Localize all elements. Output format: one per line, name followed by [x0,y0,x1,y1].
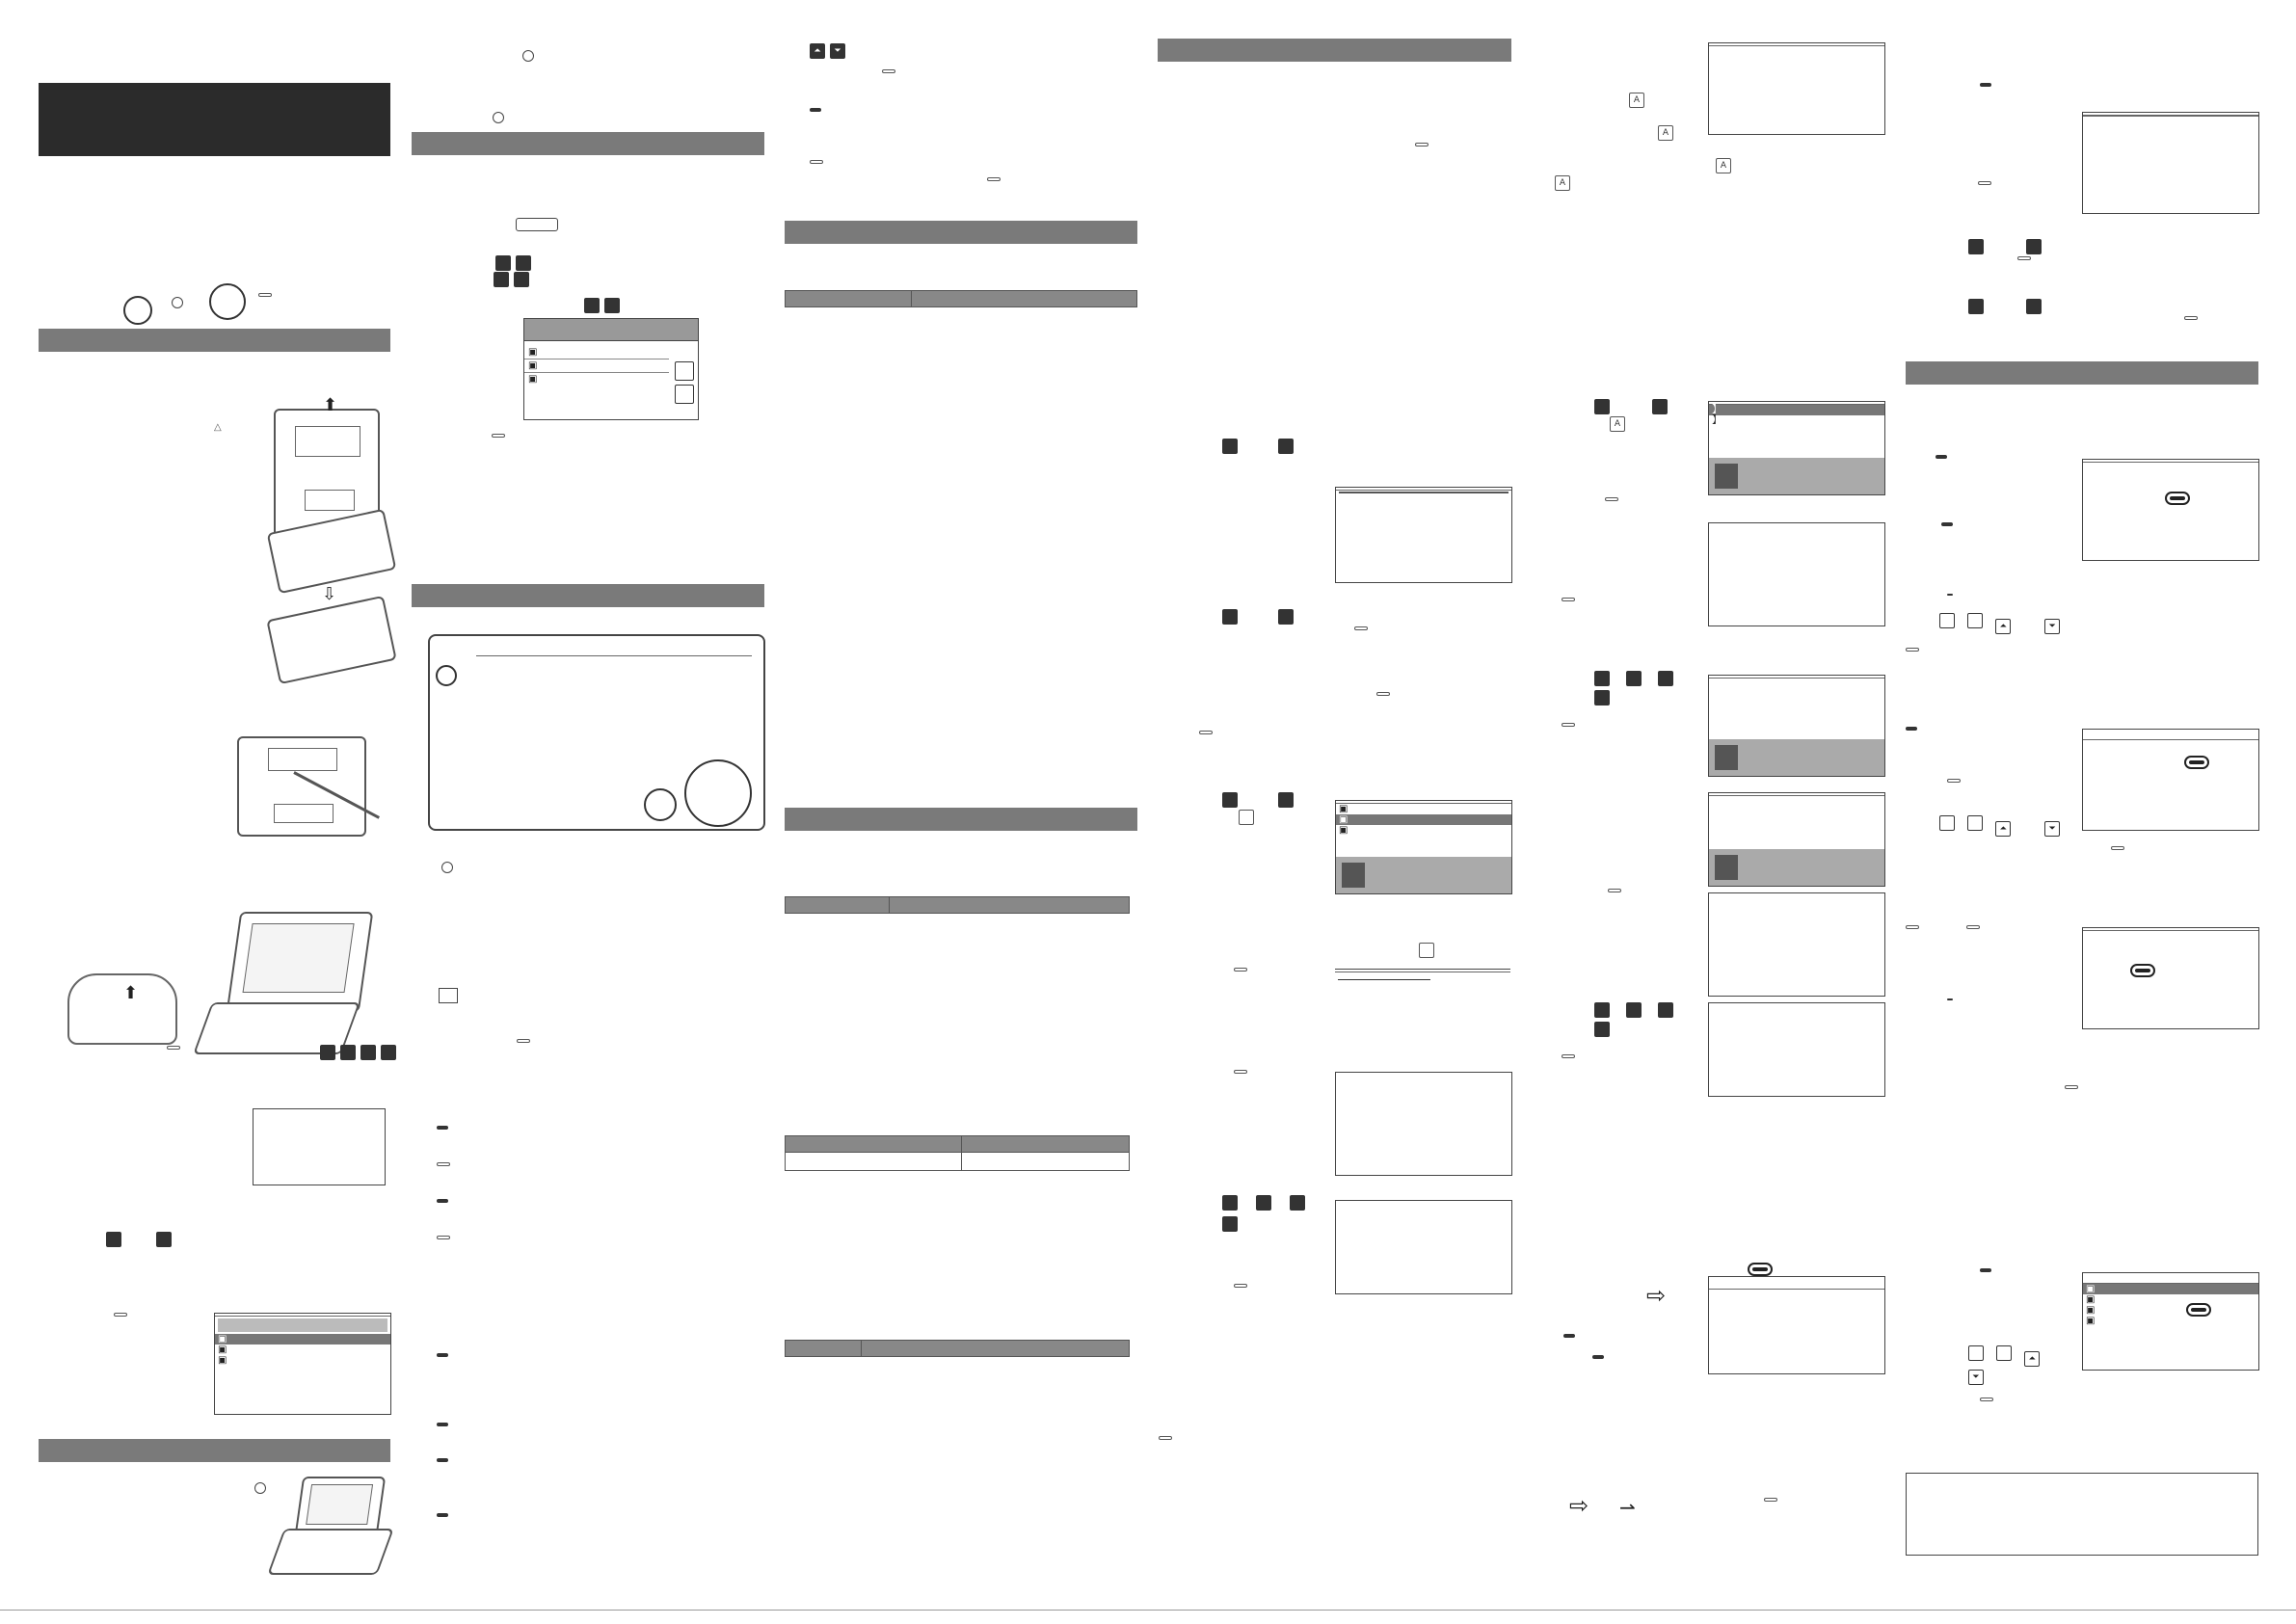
history-bubble [2188,1305,2209,1315]
set-key [258,293,272,297]
book-icon [1342,863,1365,888]
shift-key-c3b [810,160,823,164]
hand-illustration [67,973,177,1045]
seigo-fukugogo-key-c6 [1947,594,1953,596]
battery-setting-screen [253,1108,386,1185]
screen-title [1709,43,1884,46]
fukugo-screen [2082,459,2259,561]
set-key-3 [114,1313,127,1317]
history-screen [2082,1272,2259,1371]
a-key-icon: A [1629,93,1644,108]
bushu2-screen [1708,675,1885,777]
down-arrow-icon: ⇩ [322,584,337,604]
page-down-icon: ⏷ [2044,821,2060,837]
jump-arrow-icon: ⇨ [1646,1282,1667,1309]
scroll-up [675,361,694,381]
up-key-icon [1222,609,1238,625]
bushu-row: 】 [1712,415,1722,426]
bottom-rule [0,1610,2296,1611]
menu-item: ▣ [1336,814,1511,825]
sei-choice-screen [1708,892,1885,997]
page-up-icon: ⏶ [1995,821,2011,837]
up-key-icon [156,1232,172,1247]
power-lamp-icon [493,112,504,123]
down-key-icon [106,1232,121,1247]
return-arrow-icon: ⇀ [1619,1496,1636,1519]
device-power-illustration [295,1477,386,1534]
page-down-icon: ⏷ [830,43,845,59]
sei-choices [1709,893,1884,905]
section-bar-1 [39,329,390,352]
set-key-c4c [1376,692,1390,696]
set-key-c5f [1764,1498,1777,1502]
up-key-icon [1968,299,1984,314]
moji-size-key [437,1126,448,1130]
down-key-icon [1278,439,1294,454]
down-key-icon [1967,815,1983,831]
screen-title [2083,928,2258,931]
scroll-up-icon [675,361,694,385]
reset-illustration [237,736,366,837]
symbol-table [785,1340,1130,1357]
bushu-screen [1708,401,1885,495]
history-item: ▣ [2086,1305,2096,1316]
up-key-icon [1222,1195,1238,1211]
yourei-kaisetsu-key [437,1513,448,1517]
jukugo-screen [2082,729,2259,831]
screen-title [1336,488,1511,491]
yu-detail-screen [1335,1200,1512,1294]
jump-list-screen [2082,112,2259,214]
english-input-table [785,1135,1130,1171]
set-center-key-icon [644,788,677,821]
set-key-c6d [1906,648,1919,652]
scroll-down-icon [675,385,694,408]
page-up-icon: ⏶ [2024,1351,2040,1367]
screen-title [1709,676,1884,679]
left-key-icon [360,1045,376,1060]
page-down-icon: ⏷ [2044,619,2060,634]
up-key-icon [1594,1002,1610,1018]
right-key-icon [516,255,531,271]
down-key-icon [1626,671,1642,686]
fukugogo-key [1941,522,1953,526]
right-key-icon [604,298,620,313]
set-key-c4g [1234,1284,1247,1288]
kanji-banner [1709,458,1884,494]
delete-key-icon [439,988,458,1003]
menu-key-icon [516,218,558,231]
search-input-display [1339,492,1508,493]
down-key-icon [1652,399,1668,414]
up-key-icon [1594,399,1610,414]
power-lamp-icon [254,1482,266,1494]
seigo-fukugogo-key [810,108,821,112]
set-key-2 [167,1046,180,1050]
kaisetsu-key [1966,925,1980,929]
up-key-icon [320,1045,335,1060]
set-key-c2b [437,1162,450,1166]
right-key-icon [1222,1216,1238,1232]
set-key-c5c [1562,723,1575,727]
romaji-table [785,896,1130,914]
a-key-icon: A [1610,416,1625,432]
set-key-c5d [1608,889,1621,892]
down-key-icon [514,272,529,287]
triangle-mark-icon: △ [214,422,222,433]
dict-select-tabbar [524,319,698,341]
menu-screen [214,1313,391,1415]
right-key-icon [1594,1022,1610,1037]
power-key-icon [436,665,457,686]
a-key-icon: A [1716,158,1731,173]
down-key-icon [340,1045,356,1060]
section-bar-3 [412,132,764,155]
jukugo-bubble [2186,758,2207,767]
page-up-icon: ⏶ [810,43,825,59]
power-lamp-icon [441,862,453,873]
jukugo-key [437,1353,448,1357]
dict-item: ▣ [524,346,669,359]
onkun-input [1335,972,1510,983]
book-icon [1715,855,1738,880]
device-keyboard-illustration [267,1529,393,1575]
yourei-kaisetsu-key-c6 [1947,998,1953,1000]
kanji-grid-screen [1335,1072,1512,1176]
down-key-icon [1996,1345,2012,1361]
set-key-c4f [1234,1070,1247,1074]
left-key-icon [1658,671,1673,686]
set-key-c6g [1980,1398,1993,1401]
menu-screen-title [215,1314,390,1317]
a-key-icon: A [1555,175,1570,191]
right-key-icon [381,1045,396,1060]
right-key-icon [1594,690,1610,706]
screen-title [2083,460,2258,463]
history-key [437,1423,448,1426]
history-item: ▣ [2083,1284,2258,1294]
power-lamp-icon [172,297,183,308]
history-item: ▣ [2086,1294,2096,1305]
jump-screen [1708,1276,1885,1374]
up-key-icon [1222,792,1238,808]
down-key-icon [1967,613,1983,628]
up-key-icon [1968,1345,1984,1361]
up-key-icon [1939,815,1955,831]
left-key-icon [1290,1195,1305,1211]
kanji-banner [1709,739,1884,776]
left-key-icon [1658,1002,1673,1018]
up-key-icon [1594,671,1610,686]
jukugo-key-c6b [1947,779,1961,783]
left-key-icon [495,255,511,271]
section-bar-5 [785,221,1137,244]
up-key-icon [1968,239,1984,254]
menu-item: ▣ [1339,804,1348,814]
book-icon [1715,464,1738,489]
kanji-banner [1709,849,1884,886]
menu-item: ▣ [218,1355,227,1366]
power-button-illustration [123,296,152,325]
title-banner [39,83,390,156]
down-key-icon [1278,609,1294,625]
set-key-c4a [1415,143,1428,146]
set-key-c6f [2065,1085,2078,1089]
notice-box [1906,1473,2258,1556]
set-key-c6c [2184,316,2198,320]
jump-key [437,1458,448,1462]
jump-bubble [1749,1265,1771,1274]
seigo-key [1936,455,1947,459]
down-key-icon [1256,1195,1271,1211]
menu-item: ▣ [215,1334,390,1344]
open-device-illustration [227,912,374,1012]
jump-key-c5 [1563,1334,1575,1338]
left-key-icon [584,298,600,313]
menu-item: ▣ [218,1344,227,1355]
blank-key-icon [1239,810,1254,825]
dict-item: ▣ [524,372,669,386]
power-lamp-icon [522,50,534,62]
input-keyboard [785,1220,1130,1320]
bushu-grid-screen [1708,522,1885,626]
up-key-icon [494,272,509,287]
open-arrow-icon: ⬆ [123,983,139,1003]
key-function-table [785,290,1137,307]
section-bar-7 [1158,39,1511,62]
arrow-keys [320,1045,396,1064]
set-key-c5b [1562,598,1575,601]
screen-title [1709,793,1884,796]
set-key-c4b [1354,626,1368,630]
set-key-c2 [492,434,505,438]
kaisetsu-bubble [2132,966,2153,975]
blank-key-icon [1419,943,1434,958]
menu-screen-tabbar [218,1318,387,1332]
set-key-c5a [1605,497,1618,501]
down-key-icon [1278,792,1294,808]
set-key-c6e [2111,846,2124,850]
section-bar-2 [39,1439,390,1462]
right-arrow-icon: ⇨ [1569,1492,1589,1519]
dict-select-screen [523,318,699,420]
down-key-icon [2026,239,2042,254]
history-key-c6 [1980,1268,1991,1272]
shift-key-c3 [882,69,895,73]
menu-item: ▣ [1339,825,1348,836]
page-up-icon: ⏶ [1995,619,2011,634]
section-bar-4 [412,584,764,607]
down-key-icon [2026,299,2042,314]
set-button-illustration [209,283,246,320]
conversation-menu-screen [1708,42,1885,135]
section-bar-6 [785,808,1137,831]
battery-case-illustration [266,596,396,684]
jump-key-c5b [1592,1355,1604,1359]
set-key-c4d [1199,731,1213,734]
scroll-down [675,385,694,404]
shift-key-c3c [987,177,1001,181]
kanji-menu-screen [1335,800,1512,894]
up-key-icon [1939,613,1955,628]
guide-key [437,1199,448,1203]
set-key-c4e [1234,968,1247,972]
dict-item: ▣ [528,360,538,371]
keyboard-diagram [428,634,765,831]
kanji-banner [1336,857,1511,893]
fukugo-bubble [2167,493,2188,503]
set-key-c5e [1562,1054,1575,1058]
history-item: ▣ [2086,1316,2096,1326]
bushu-row: 】 [1709,405,1884,415]
section-bar-8 [1906,361,2258,385]
list-header [2083,116,2258,117]
book-icon [1715,745,1738,770]
a-key-icon: A [1658,125,1673,141]
up-arrow-icon: ⬆ [323,395,338,415]
yourei-key [1906,925,1919,929]
up-key-icon [1222,439,1238,454]
set-key-c6a [1978,181,1991,185]
shift-key-c2 [517,1039,530,1043]
direction-pad-icon [684,759,752,827]
set-key-c4h [1159,1436,1172,1440]
onkun-screen [1335,969,1510,1031]
bushu3-screen [1708,792,1885,887]
jump-key-c6 [1980,83,1991,87]
down-key-icon [1626,1002,1642,1018]
sei-detail-screen [1708,1002,1885,1097]
jukugo-key-c6 [1906,727,1917,731]
page-down-icon: ⏷ [1968,1370,1984,1385]
set-key-c6b [2017,256,2031,260]
kaisetsu-screen [2082,927,2259,1029]
modoru-key [437,1236,450,1239]
oxford-search-screen [1335,487,1512,583]
